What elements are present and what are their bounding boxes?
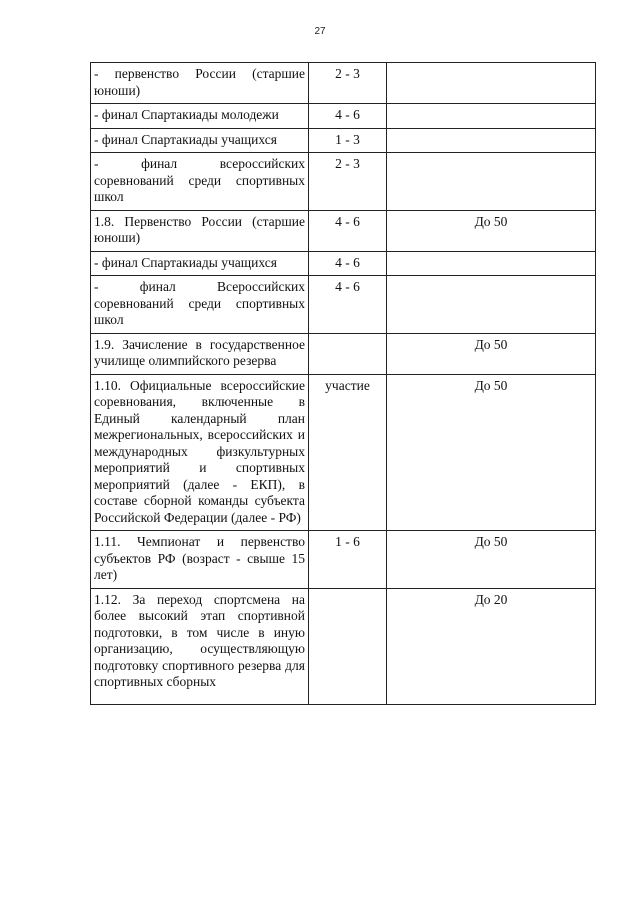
table-row — [91, 588, 596, 704]
criteria-table — [90, 62, 596, 705]
row-description: - первенство России (старшие юноши) — [91, 63, 309, 104]
row-percent — [387, 104, 596, 129]
table-row — [91, 374, 596, 531]
row-percent — [387, 276, 596, 334]
row-percent: До 50 — [387, 333, 596, 374]
table-row — [91, 128, 596, 153]
row-percent — [387, 251, 596, 276]
row-place — [309, 588, 387, 704]
table-row — [91, 251, 596, 276]
table-row — [91, 210, 596, 251]
row-place — [309, 333, 387, 374]
table-row — [91, 153, 596, 211]
row-place: 4 - 6 — [309, 104, 387, 129]
row-percent — [387, 128, 596, 153]
page-number: 27 — [314, 26, 326, 37]
row-place: 2 - 3 — [309, 153, 387, 211]
table-row — [91, 104, 596, 129]
row-place: 4 - 6 — [309, 210, 387, 251]
row-place: 1 - 3 — [309, 128, 387, 153]
row-description-cell — [91, 588, 309, 704]
row-percent: До 50 — [387, 210, 596, 251]
row-description: 1.11. Чемпионат и первенство субъектов РФ (возраст - свыше 15 лет) — [91, 531, 309, 589]
row-description: - финал Всероссийских соревнований среди спортивных школ — [91, 276, 309, 334]
row-percent: До 20 — [387, 588, 596, 704]
row-place: 4 - 6 — [309, 276, 387, 334]
row-description: - финал Спартакиады молодежи — [91, 104, 309, 129]
row-place: 1 - 6 — [309, 531, 387, 589]
row-description: - финал Спартакиады учащихся — [91, 128, 309, 153]
row-percent: До 50 — [387, 531, 596, 589]
row-place: участие — [309, 374, 387, 531]
row-percent — [387, 63, 596, 104]
row-percent — [387, 153, 596, 211]
row-percent: До 50 — [387, 374, 596, 531]
table-row — [91, 333, 596, 374]
row-description: 1.9. Зачисление в государственное училище олимпийского резерва — [91, 333, 309, 374]
row-place: 4 - 6 — [309, 251, 387, 276]
table-row — [91, 531, 596, 589]
row-description: 1.8. Первенство России (старшие юноши) — [91, 210, 309, 251]
row-description: 1.12. За переход спортсмена на более высокий этап спортивной подготовки, в том числе в иную организацию, осуществляющую подготовку спортивного резерва для спортивных сборных — [94, 591, 305, 689]
table-row — [91, 63, 596, 104]
row-description: 1.10. Официальные всероссийские соревнования, включенные в Единый календарный план межрегиональных, всероссийских и международных физкультурных мероприятий и спортивных мероприятий (далее - ЕКП), в составе сборной команды субъекта Российской Федерации (далее - РФ) — [91, 374, 309, 531]
table-row — [91, 276, 596, 334]
row-description: - финал Спартакиады учащихся — [91, 251, 309, 276]
row-description: - финал всероссийских соревнований среди спортивных школ — [91, 153, 309, 211]
row-place: 2 - 3 — [309, 63, 387, 104]
